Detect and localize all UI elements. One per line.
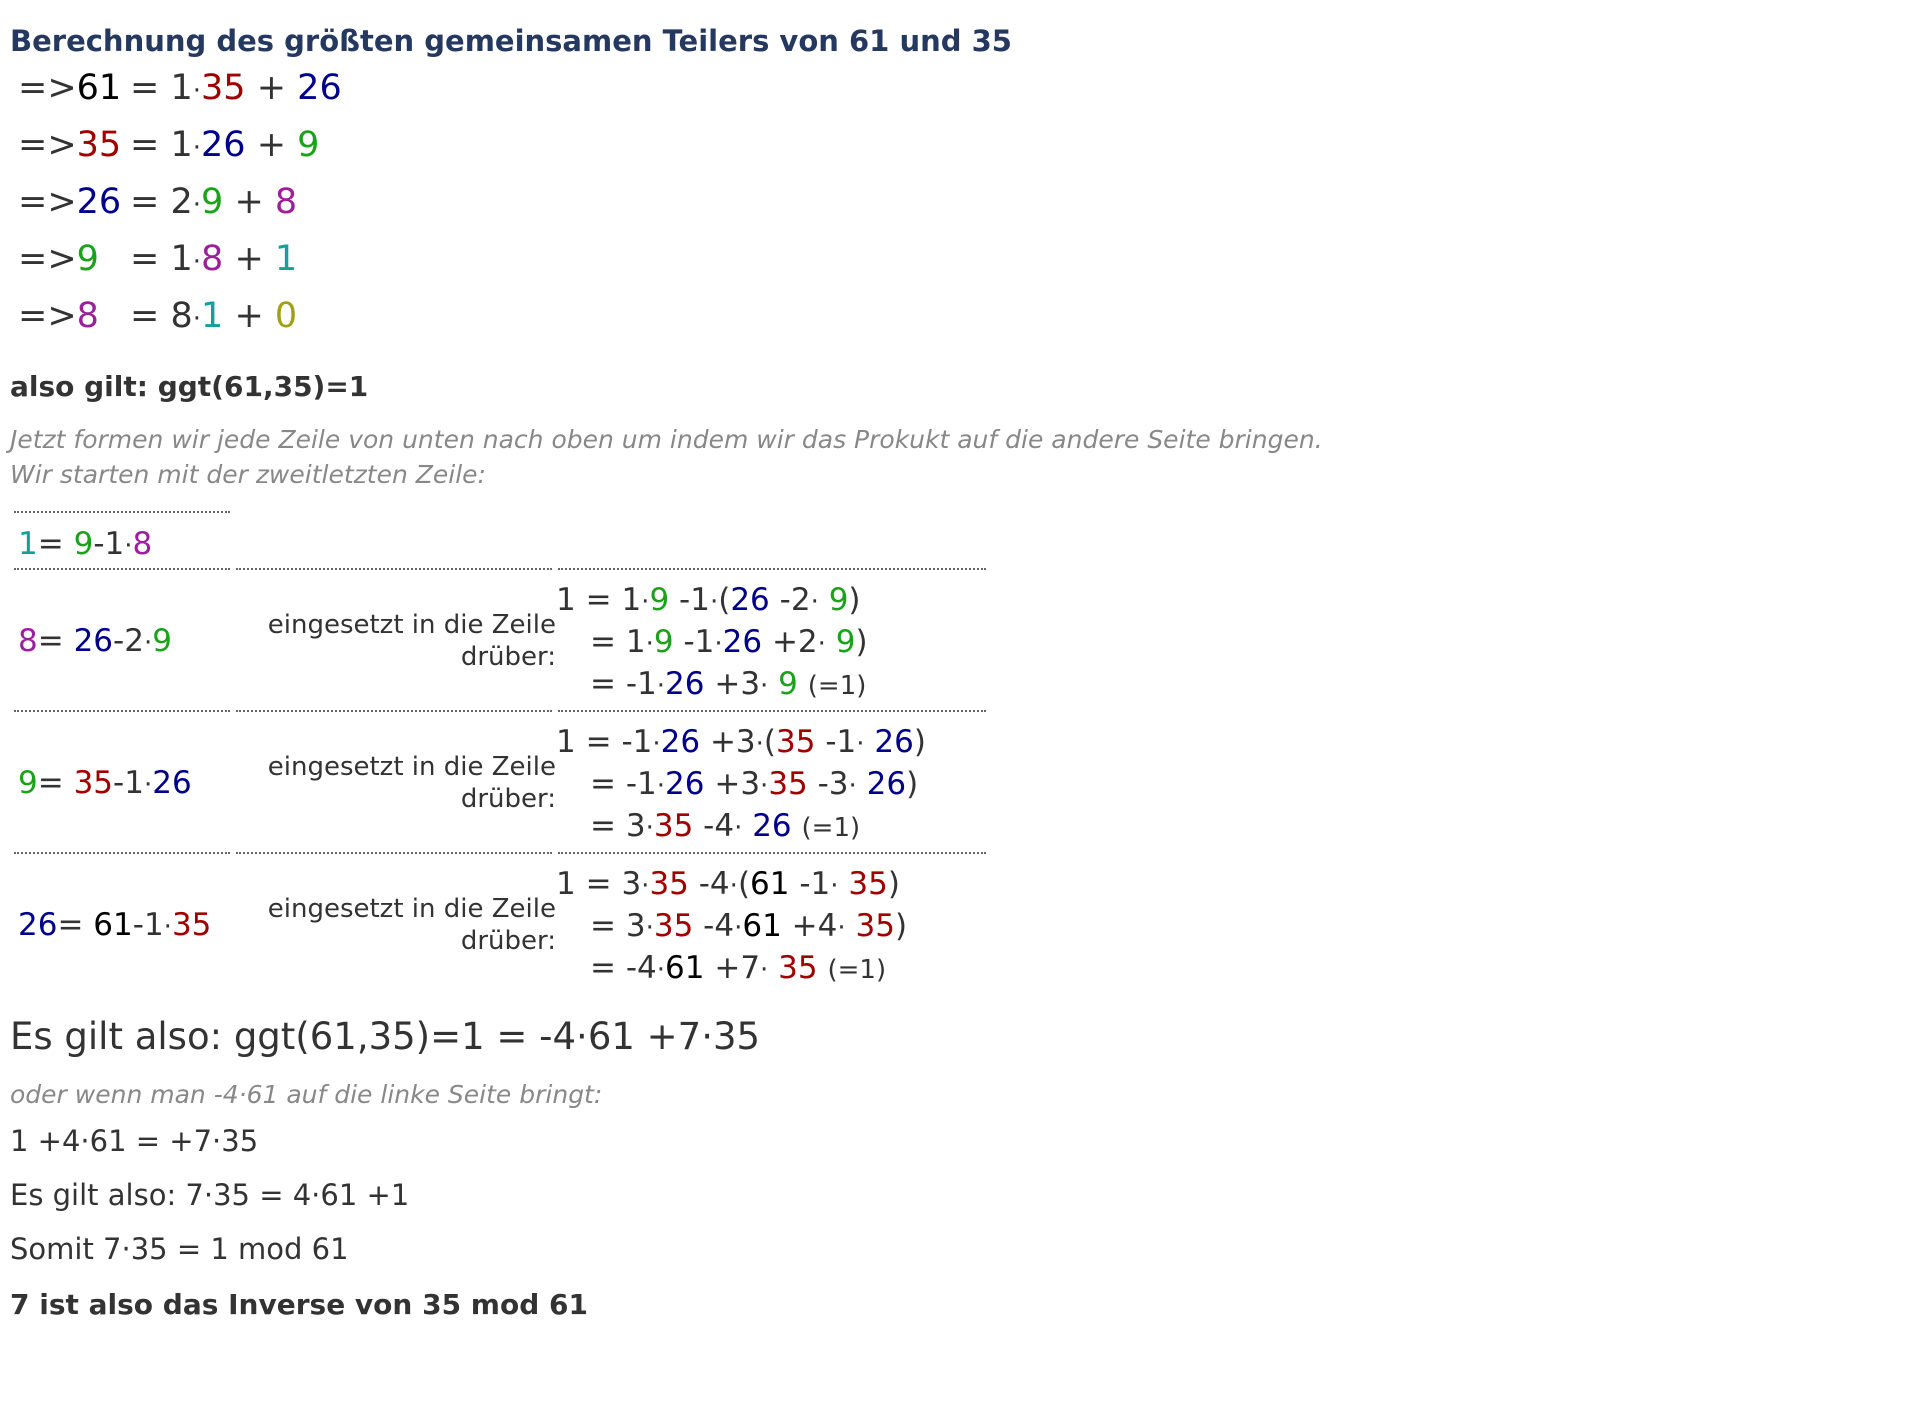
step-lhs: 8= 26-2·9 xyxy=(18,623,172,659)
euclid-line: =>9 = 1·8 + 1 xyxy=(18,239,298,279)
euclid-steps xyxy=(18,66,342,351)
substitution-label: eingesetzt in die Zeile drüber: xyxy=(267,752,556,814)
dotted-divider xyxy=(558,710,986,712)
equation-line: 1 = 3·35 -4·(61 -1· 35) xyxy=(556,866,900,902)
dotted-divider xyxy=(236,852,552,854)
rearrange-note: oder wenn man -4·61 auf die linke Seite bringt: xyxy=(10,1080,603,1109)
euclid-line: =>26 = 2·9 + 8 xyxy=(18,182,298,222)
dotted-divider xyxy=(558,852,986,854)
equation-line: = -4·61 +7· 35 (=1) xyxy=(590,950,887,986)
equation-line: = -1·26 +3·35 -3· 26) xyxy=(590,766,919,802)
dotted-divider xyxy=(14,852,230,854)
modular-statement: Somit 7·35 = 1 mod 61 xyxy=(10,1232,349,1266)
equation-line: = 3·35 -4· 26 (=1) xyxy=(590,808,861,844)
ggt-result: also gilt: ggt(61,35)=1 xyxy=(10,370,369,403)
step-equations xyxy=(556,863,907,989)
ggt-restated: Es gilt also: 7·35 = 4·61 +1 xyxy=(10,1178,410,1212)
start-equation: 1= 9-1·8 xyxy=(18,526,153,562)
substitution-label: eingesetzt in die Zeile drüber: xyxy=(267,610,556,672)
step-equations xyxy=(556,579,868,705)
substitution-label: eingesetzt in die Zeile drüber: xyxy=(267,894,556,956)
euclid-line: =>35 = 1·26 + 9 xyxy=(18,125,320,165)
equation-line: = -1·26 +3· 9 (=1) xyxy=(590,666,867,702)
equation-line: 1 = -1·26 +3·(35 -1· 26) xyxy=(556,724,926,760)
conclusion: 7 ist also das Inverse von 35 mod 61 xyxy=(10,1288,588,1321)
intro-line-2: Wir starten mit der zweitletzten Zeile: xyxy=(10,460,486,489)
euclid-line: =>8 = 8·1 + 0 xyxy=(18,296,298,336)
dotted-divider xyxy=(558,568,986,570)
step-lhs: 26= 61-1·35 xyxy=(18,907,212,943)
page-title: Berechnung des größten gemeinsamen Teilers von 61 und 35 xyxy=(10,24,1012,58)
final-result: Es gilt also: ggt(61,35)=1 = -4·61 +7·35 xyxy=(10,1015,761,1058)
equation-line: = 3·35 -4·61 +4· 35) xyxy=(590,908,908,944)
step-lhs: 9= 35-1·26 xyxy=(18,765,192,801)
dotted-divider xyxy=(236,710,552,712)
step-equations xyxy=(556,721,926,847)
equation-line: 1 = 1·9 -1·(26 -2· 9) xyxy=(556,582,861,618)
euclid-line: =>61 = 1·35 + 26 xyxy=(18,68,342,108)
equation-line: = 1·9 -1·26 +2· 9) xyxy=(590,624,868,660)
dotted-divider xyxy=(14,710,230,712)
rearranged-equation: 1 +4·61 = +7·35 xyxy=(10,1124,259,1158)
intro-line-1: Jetzt formen wir jede Zeile von unten nach oben um indem wir das Prokukt auf die andere Seite bringen. xyxy=(10,425,1323,454)
dotted-divider xyxy=(14,568,230,570)
dotted-divider xyxy=(14,511,230,513)
dotted-divider xyxy=(236,568,552,570)
